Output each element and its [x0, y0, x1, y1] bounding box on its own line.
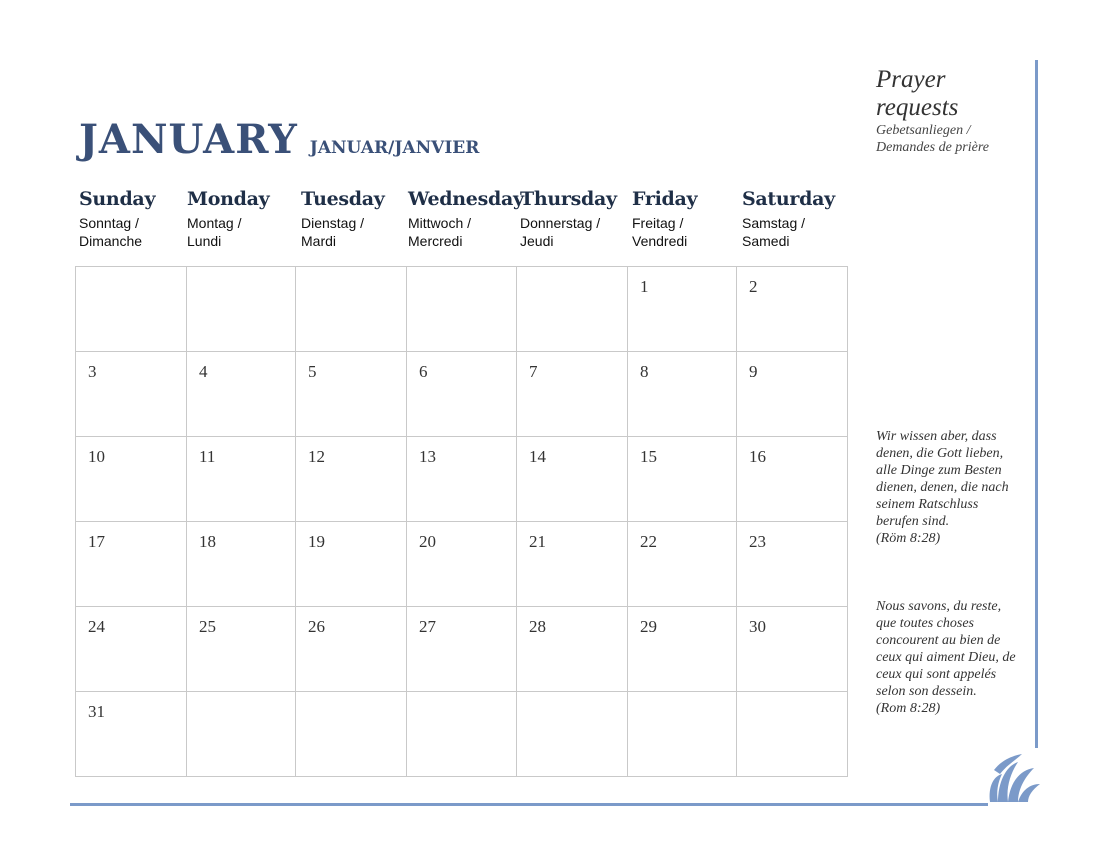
day-header-thursday — [520, 188, 617, 250]
calendar-day-cell[interactable] — [296, 352, 407, 437]
day-number — [517, 267, 627, 277]
prayer-requests-title-line2: requests — [876, 94, 959, 121]
day-number: 15 — [640, 447, 657, 466]
day-number: 21 — [529, 532, 546, 551]
calendar-day-cell[interactable] — [517, 522, 628, 607]
day-number — [76, 267, 186, 277]
day-number: 24 — [88, 617, 105, 636]
day-number: 28 — [529, 617, 546, 636]
day-translation-de: Samstag / — [742, 215, 806, 231]
day-translation-de: Montag / — [187, 215, 242, 231]
horizontal-accent-line — [70, 803, 988, 806]
calendar-day-cell[interactable] — [517, 352, 628, 437]
day-translation-de: Freitag / — [632, 215, 684, 231]
calendar-day-cell[interactable] — [628, 352, 737, 437]
day-number: 23 — [749, 532, 766, 551]
calendar-day-cell[interactable] — [296, 267, 407, 352]
calendar-day-cell[interactable] — [187, 352, 296, 437]
calendar-day-cell[interactable] — [737, 352, 848, 437]
day-header-wednesday — [408, 188, 524, 250]
calendar-day-cell[interactable] — [517, 437, 628, 522]
calendar-day-cell[interactable] — [296, 437, 407, 522]
day-number: 9 — [749, 362, 758, 381]
prayer-requests-heading — [876, 66, 958, 122]
day-number: 13 — [419, 447, 436, 466]
day-translation-fr: Lundi — [187, 233, 222, 249]
calendar-day-cell[interactable] — [76, 352, 187, 437]
calendar-day-cell[interactable] — [737, 692, 848, 777]
day-number — [737, 692, 847, 702]
day-translation-de: Mittwoch / — [408, 215, 472, 231]
day-number: 26 — [308, 617, 325, 636]
calendar-week-row — [76, 437, 848, 522]
calendar-day-cell[interactable] — [407, 267, 517, 352]
calendar-day-cell[interactable] — [187, 267, 296, 352]
verse-german — [876, 428, 1016, 547]
calendar-day-cell[interactable] — [407, 437, 517, 522]
day-header-friday — [632, 188, 697, 250]
day-number: 30 — [749, 617, 766, 636]
month-title — [79, 116, 479, 163]
calendar-day-cell[interactable] — [187, 522, 296, 607]
calendar-grid — [75, 266, 848, 777]
calendar-day-cell[interactable] — [187, 607, 296, 692]
calendar-day-cell[interactable] — [628, 692, 737, 777]
month-name-translation: JANUAR/JANVIER — [309, 138, 480, 158]
day-number — [187, 267, 295, 277]
day-header-sunday — [79, 188, 155, 250]
calendar-day-cell[interactable] — [407, 352, 517, 437]
day-number: 16 — [749, 447, 766, 466]
day-translation-de: Sonntag / — [79, 215, 139, 231]
calendar-day-cell[interactable] — [76, 607, 187, 692]
day-name: Monday — [187, 188, 270, 210]
prayer-requests-subtitle: Gebetsanliegen / Demandes de prière — [876, 123, 990, 155]
verse-german-reference: (Röm 8:28) — [876, 531, 941, 546]
verse-german-text: Wir wissen aber, dass denen, die Gott lieben, alle Dinge zum Besten dienen, denen, die nach seinem Ratschluss berufen sind. — [876, 429, 1009, 529]
calendar-day-cell[interactable] — [517, 267, 628, 352]
calendar-day-cell[interactable] — [296, 692, 407, 777]
day-name: Sunday — [79, 188, 156, 210]
calendar-day-cell[interactable] — [628, 522, 737, 607]
day-name: Saturday — [742, 188, 835, 210]
calendar-day-cell[interactable] — [296, 522, 407, 607]
day-number — [517, 692, 627, 702]
day-number: 11 — [199, 447, 216, 466]
day-name: Thursday — [520, 188, 617, 210]
day-header-monday — [187, 188, 269, 250]
day-number — [296, 692, 406, 702]
calendar-day-cell[interactable] — [628, 607, 737, 692]
day-name: Friday — [632, 188, 698, 210]
day-number: 7 — [529, 362, 538, 381]
calendar-week-row — [76, 607, 848, 692]
day-number: 6 — [419, 362, 428, 381]
day-number — [407, 267, 516, 277]
day-name: Wednesday — [408, 188, 524, 210]
day-header-saturday — [742, 188, 835, 250]
verse-french-reference: (Rom 8:28) — [876, 701, 941, 716]
day-translation-fr: Jeudi — [520, 233, 554, 249]
day-number: 12 — [308, 447, 325, 466]
calendar-day-cell[interactable] — [737, 607, 848, 692]
day-number — [296, 267, 406, 277]
calendar-day-cell[interactable] — [76, 267, 187, 352]
month-name: JANUARY — [79, 116, 298, 163]
calendar-day-cell[interactable] — [76, 522, 187, 607]
day-number — [407, 692, 516, 702]
day-number: 22 — [640, 532, 657, 551]
day-number: 19 — [308, 532, 325, 551]
day-number: 17 — [88, 532, 105, 551]
calendar-day-cell[interactable] — [407, 692, 517, 777]
leaf-ornament-icon — [986, 752, 1040, 804]
day-number: 1 — [640, 277, 649, 296]
day-number: 2 — [749, 277, 758, 296]
day-number: 5 — [308, 362, 317, 381]
prayer-requests-title-line1: Prayer — [876, 66, 946, 93]
calendar-day-cell[interactable] — [407, 522, 517, 607]
calendar-day-cell[interactable] — [407, 607, 517, 692]
day-number: 3 — [88, 362, 97, 381]
calendar-day-cell[interactable] — [628, 437, 737, 522]
calendar-day-cell[interactable] — [187, 437, 296, 522]
calendar-week-row — [76, 692, 848, 777]
calendar-day-cell[interactable] — [737, 437, 848, 522]
day-translation-fr: Dimanche — [79, 233, 143, 249]
day-number: 29 — [640, 617, 657, 636]
day-translation-fr: Samedi — [742, 233, 790, 249]
day-number — [628, 692, 736, 702]
calendar-day-cell[interactable] — [296, 607, 407, 692]
calendar-day-cell[interactable] — [737, 267, 848, 352]
day-translation-de: Dienstag / — [301, 215, 365, 231]
day-name: Tuesday — [301, 188, 385, 210]
day-number: 25 — [199, 617, 216, 636]
day-number: 27 — [419, 617, 436, 636]
calendar-day-cell[interactable] — [628, 267, 737, 352]
day-translation-fr: Mardi — [301, 233, 337, 249]
day-header-tuesday — [301, 188, 385, 250]
day-number: 18 — [199, 532, 216, 551]
vertical-accent-line — [1035, 60, 1038, 748]
day-translation-fr: Mercredi — [408, 233, 463, 249]
calendar-day-cell[interactable] — [517, 607, 628, 692]
calendar-week-row — [76, 522, 848, 607]
day-translation-fr: Vendredi — [632, 233, 688, 249]
day-number — [187, 692, 295, 702]
calendar-day-cell[interactable] — [737, 522, 848, 607]
day-number: 31 — [88, 702, 105, 721]
calendar-day-cell[interactable] — [76, 437, 187, 522]
calendar-day-cell[interactable] — [517, 692, 628, 777]
day-number: 10 — [88, 447, 105, 466]
calendar-day-cell[interactable] — [76, 692, 187, 777]
calendar-day-cell[interactable] — [187, 692, 296, 777]
verse-french — [876, 598, 1016, 717]
calendar-week-row — [76, 352, 848, 437]
day-translation-de: Donnerstag / — [520, 215, 601, 231]
day-number: 20 — [419, 532, 436, 551]
verse-french-text: Nous savons, du reste, que toutes choses concourent au bien de ceux qui aiment Dieu, de ceux qui sont appelés selon son dessein. — [876, 599, 1016, 699]
day-number: 14 — [529, 447, 546, 466]
day-number: 8 — [640, 362, 649, 381]
calendar-week-row — [76, 267, 848, 352]
day-number: 4 — [199, 362, 208, 381]
